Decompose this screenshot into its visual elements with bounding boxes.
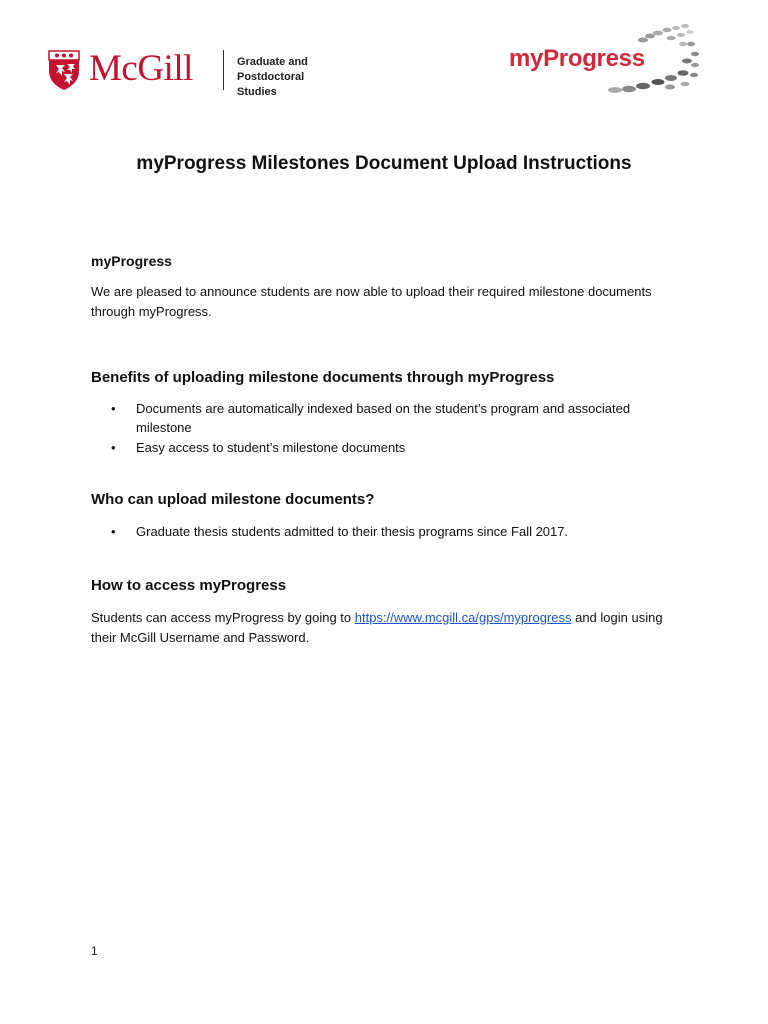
bullet-icon: • <box>111 440 116 455</box>
benefits-list <box>91 399 681 457</box>
mcgill-wordmark: McGill <box>89 48 193 89</box>
list-item-text: Graduate thesis students admitted to their thesis programs since Fall 2017. <box>136 524 569 539</box>
myprogress-wordmark: myProgress <box>509 45 645 72</box>
unit-name <box>237 55 347 100</box>
myprogress-logo <box>505 20 705 98</box>
bullet-icon: • <box>111 524 116 539</box>
section-heading: How to access myProgress <box>91 577 287 594</box>
eligibility-list <box>91 522 681 541</box>
logo-divider <box>223 50 224 90</box>
unit-name-line-1: Graduate and <box>237 56 308 68</box>
section-how-to-access <box>91 577 681 648</box>
section-heading: myProgress <box>91 253 172 269</box>
body-prefix: Students can access myProgress by going to <box>91 610 355 625</box>
list-item <box>91 399 681 437</box>
document-title: myProgress Milestones Document Upload Instructions <box>136 153 632 174</box>
section-heading: Who can upload milestone documents? <box>91 491 375 508</box>
bullet-icon: • <box>111 401 116 416</box>
unit-name-line-2: Postdoctoral Studies <box>237 71 305 98</box>
list-item <box>91 438 681 457</box>
mcgill-shield-icon <box>47 47 81 91</box>
section-myprogress <box>91 253 681 322</box>
section-heading: Benefits of uploading milestone documents through myProgress <box>91 369 555 386</box>
myprogress-link[interactable]: https://www.mcgill.ca/gps/myprogress <box>354 610 572 625</box>
list-item-text: Easy access to student’s milestone documents <box>136 440 406 455</box>
mcgill-logo <box>47 47 347 98</box>
page-number: 1 <box>91 944 98 958</box>
section-body <box>91 608 681 648</box>
section-who-can-upload <box>91 491 681 542</box>
section-benefits <box>91 369 681 458</box>
list-item <box>91 522 681 541</box>
document-header <box>0 0 768 110</box>
list-item-text: Documents are automatically indexed based on the student’s program and associated milestone <box>136 401 631 435</box>
section-body: We are pleased to announce students are now able to upload their required milestone documents through myProgress. <box>91 284 652 319</box>
body-suffix: and login using their McGill Username and Password. <box>91 610 663 645</box>
